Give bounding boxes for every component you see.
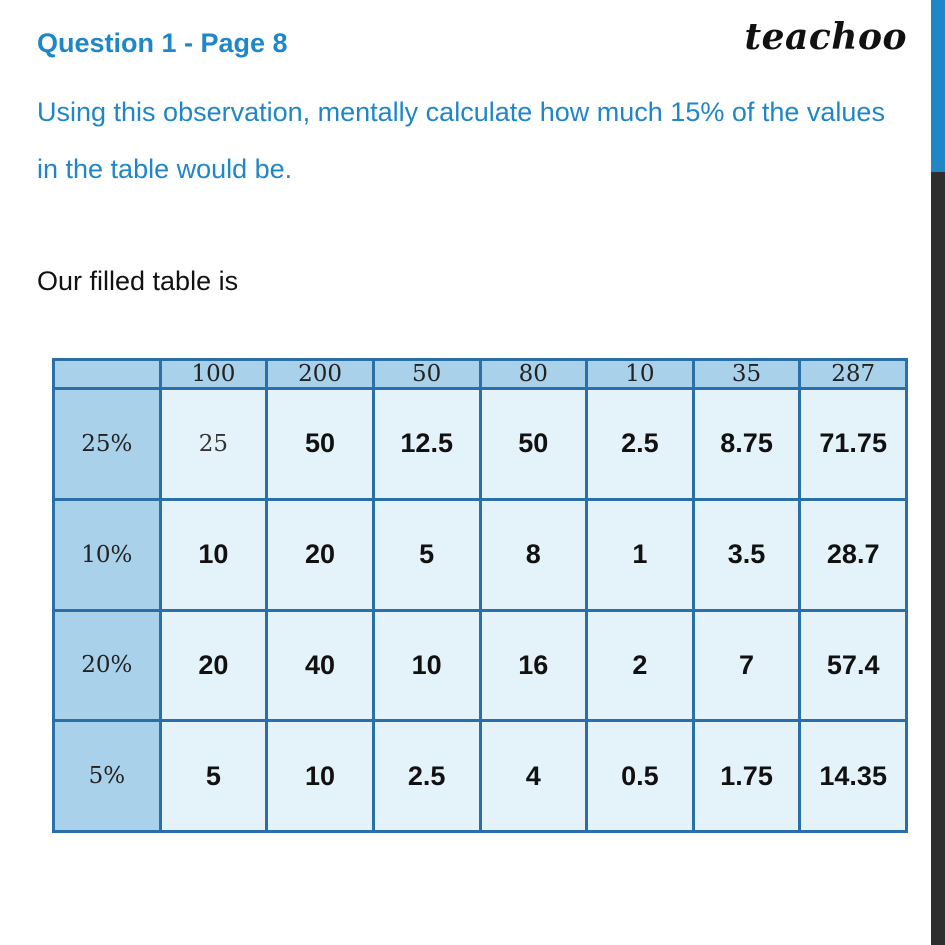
- page-title: Question 1 - Page 8: [37, 28, 288, 58]
- row-header: 25%: [54, 389, 161, 500]
- table-cell: 5: [373, 499, 480, 610]
- intro-text: Our filled table is: [37, 266, 239, 296]
- row-header: 20%: [54, 610, 161, 721]
- row-header: 10%: [54, 499, 161, 610]
- table-cell: 20: [267, 499, 374, 610]
- table-cell: 0.5: [587, 721, 694, 832]
- question-text: Using this observation, mentally calculate how much 15% of the values in the table would be.: [37, 97, 885, 184]
- column-header: 100: [160, 360, 267, 389]
- table-cell: 71.75: [800, 389, 907, 500]
- side-scrollbar-track: [931, 172, 945, 945]
- table-cell: 1: [587, 499, 694, 610]
- table-corner-cell: [54, 360, 161, 389]
- table-cell: 12.5: [373, 389, 480, 500]
- table-cell: 2: [587, 610, 694, 721]
- table-cell: 25: [160, 389, 267, 500]
- column-header: 10: [587, 360, 694, 389]
- table-cell: 50: [267, 389, 374, 500]
- column-header: 35: [693, 360, 800, 389]
- table-cell: 8: [480, 499, 587, 610]
- filled-values-table: [52, 358, 908, 833]
- table-cell: 50: [480, 389, 587, 500]
- table-cell: 28.7: [800, 499, 907, 610]
- table-cell: 14.35: [800, 721, 907, 832]
- column-header: 80: [480, 360, 587, 389]
- table-cell: 1.75: [693, 721, 800, 832]
- table-row: [54, 610, 907, 721]
- table-row: [54, 721, 907, 832]
- table-cell: 4: [480, 721, 587, 832]
- teachoo-logo: teachoo: [744, 16, 907, 58]
- table-header-row: [54, 360, 907, 389]
- column-header: 287: [800, 360, 907, 389]
- table-cell: 20: [160, 610, 267, 721]
- column-header: 200: [267, 360, 374, 389]
- table-cell: 7: [693, 610, 800, 721]
- table-cell: 10: [160, 499, 267, 610]
- table-cell: 10: [267, 721, 374, 832]
- table-row: [54, 389, 907, 500]
- table-cell: 10: [373, 610, 480, 721]
- table-cell: 3.5: [693, 499, 800, 610]
- table-cell: 2.5: [373, 721, 480, 832]
- table-row: [54, 499, 907, 610]
- table-cell: 8.75: [693, 389, 800, 500]
- table-cell: 57.4: [800, 610, 907, 721]
- table-cell: 40: [267, 610, 374, 721]
- row-header: 5%: [54, 721, 161, 832]
- table-cell: 5: [160, 721, 267, 832]
- table-cell: 16: [480, 610, 587, 721]
- side-accent-bar: [931, 0, 945, 172]
- table-cell: 2.5: [587, 389, 694, 500]
- column-header: 50: [373, 360, 480, 389]
